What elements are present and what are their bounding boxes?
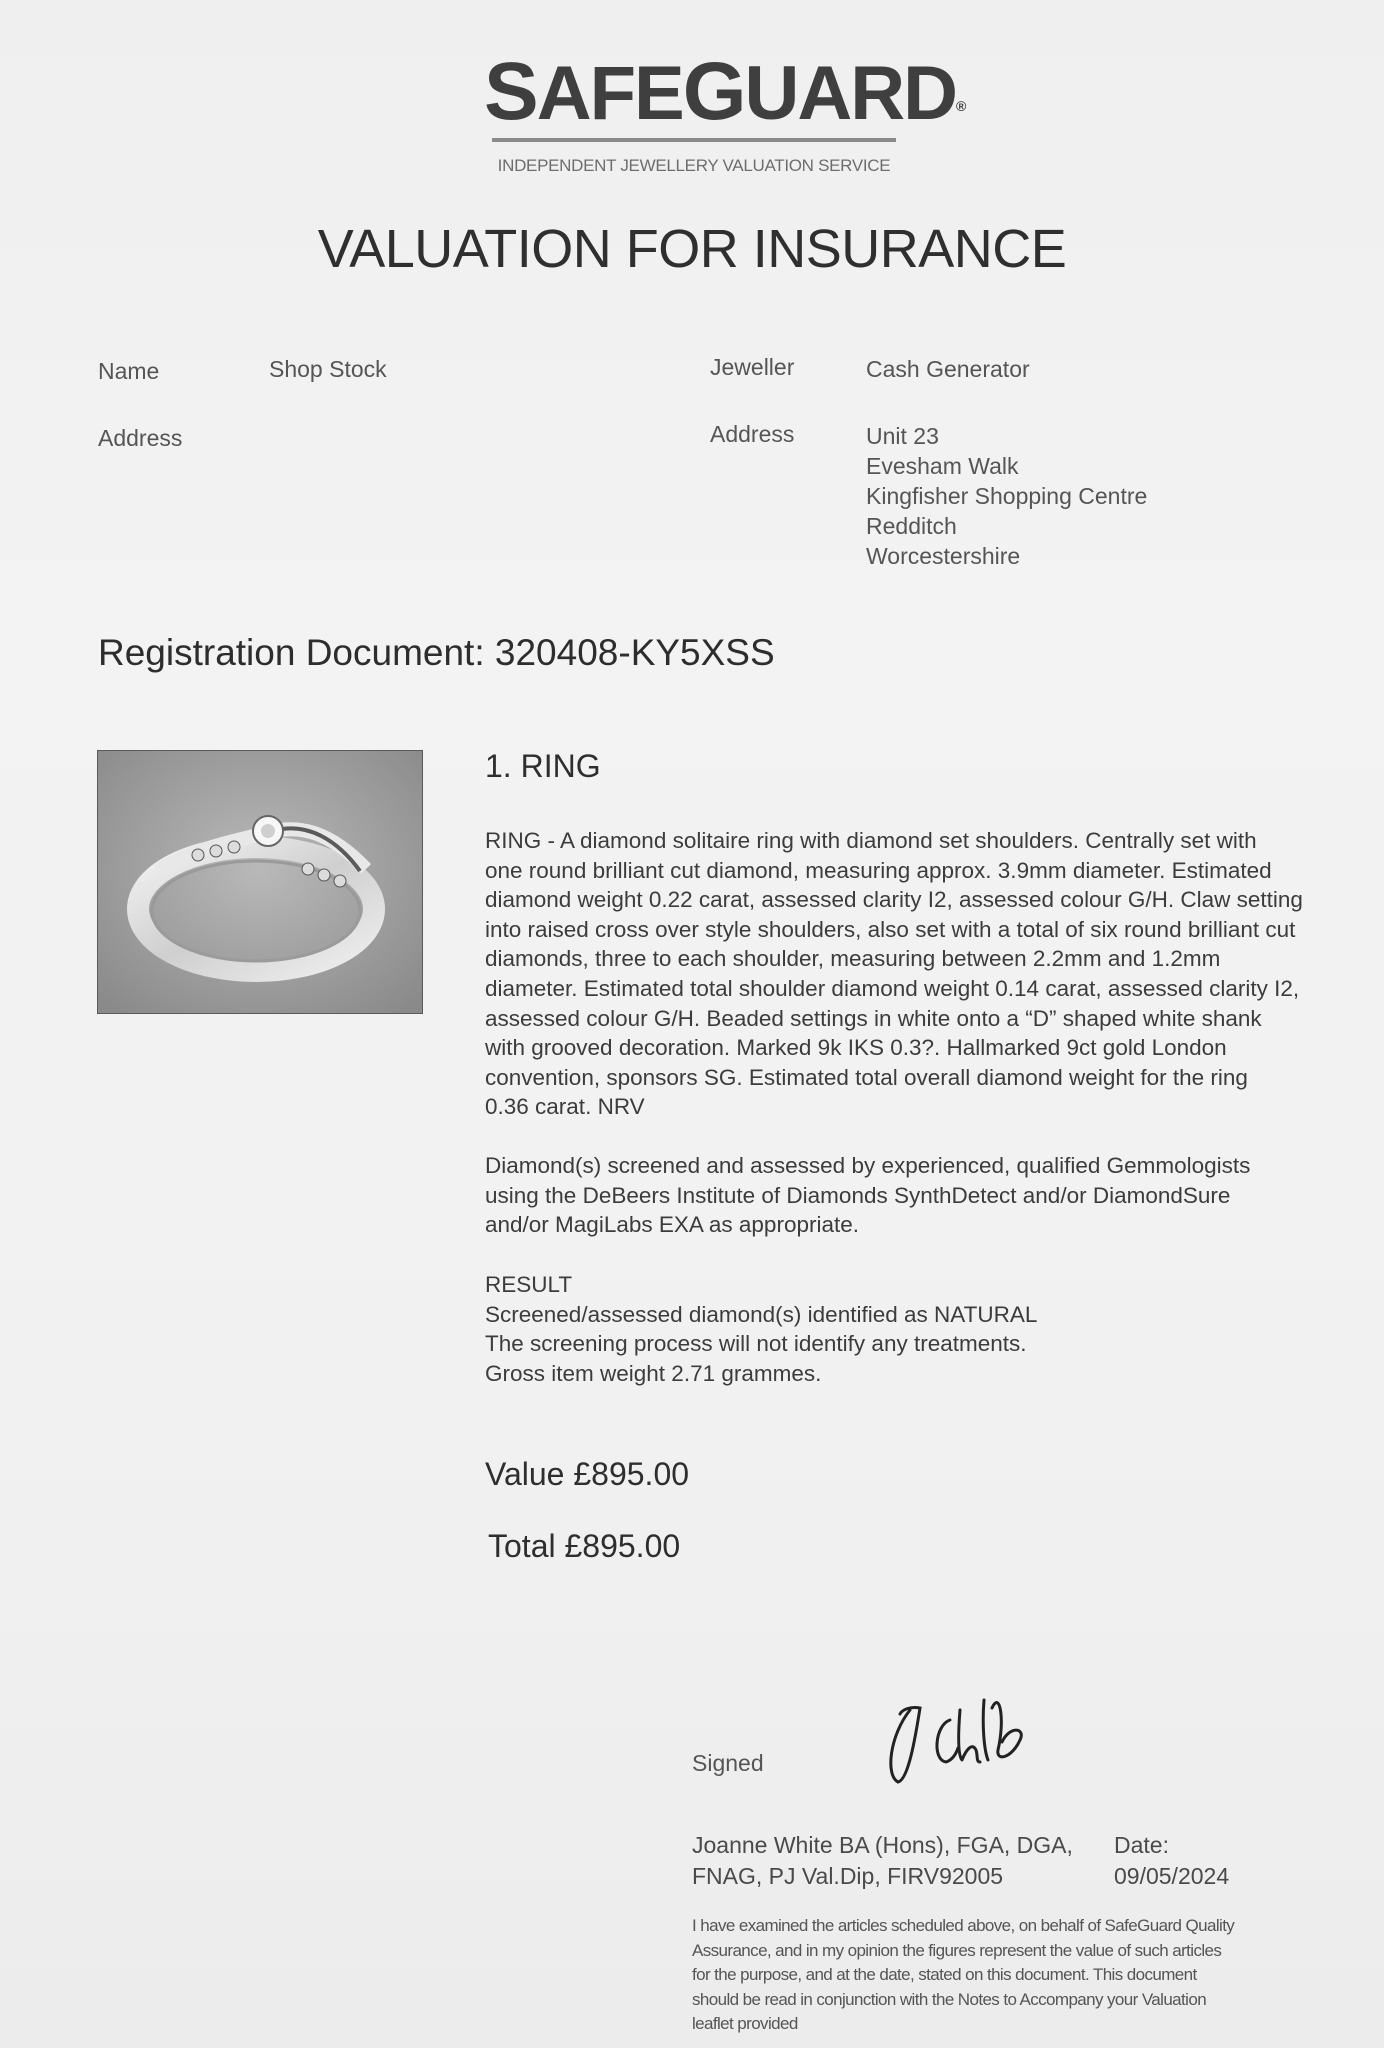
screening-line: and/or MagiLabs EXA as appropriate.: [485, 1212, 859, 1238]
jeweller-address-label: Address: [710, 421, 795, 447]
description-line: assessed colour G/H. Beaded settings in white onto a “D” shaped white shank: [485, 1005, 1262, 1031]
description-line: diamond weight 0.22 carat, assessed clarity I2, assessed colour G/H. Claw setting: [485, 887, 1303, 913]
disclaimer-line: for the purpose, and at the date, stated on this document. This document: [692, 1965, 1197, 1984]
customer-address-label: Address: [98, 425, 183, 451]
description-line: with grooved decoration. Marked 9k IKS 0.3?. Hallmarked 9ct gold London: [485, 1035, 1227, 1061]
item-value: Value £895.00: [485, 1456, 690, 1492]
address-line: Redditch: [866, 513, 957, 539]
disclaimer-line: leaflet provided: [692, 2014, 798, 2033]
signer-line: Joanne White BA (Hons), FGA, DGA,: [692, 1832, 1073, 1858]
result-line: Screened/assessed diamond(s) identified as NATURAL: [485, 1301, 1038, 1327]
logo-wordmark: SAFEGUARD®: [484, 46, 965, 137]
disclaimer-line: should be read in conjunction with the Notes to Accompany your Valuation: [692, 1989, 1207, 2009]
document-title: VALUATION FOR INSURANCE: [317, 219, 1067, 279]
address-line: Kingfisher Shopping Centre: [866, 483, 1148, 509]
description-line: RING - A diamond solitaire ring with diamond set shoulders. Centrally set with: [485, 828, 1257, 853]
screening-note: [485, 1151, 1250, 1240]
screening-result: [485, 1270, 1037, 1388]
address-line: Worcestershire: [866, 543, 1021, 569]
result-line: Gross item weight 2.71 grammes.: [485, 1360, 822, 1386]
jeweller-value: Cash Generator: [866, 356, 1030, 382]
disclaimer-line: I have examined the articles scheduled above, on behalf of SafeGuard Quality: [692, 1916, 1235, 1935]
description-line: diamonds, three to each shoulder, measuring between 2.2mm and 1.2mm: [485, 946, 1221, 972]
signer-line: FNAG, PJ Val.Dip, FIRV92005: [692, 1863, 1004, 1889]
registration-document: Registration Document: 320408-KY5XSS: [98, 632, 775, 673]
result-line: The screening process will not identify any treatments.: [485, 1331, 1027, 1357]
jeweller-label: Jeweller: [710, 354, 795, 380]
result-line: RESULT: [485, 1272, 573, 1297]
screening-line: Diamond(s) screened and assessed by experienced, qualified Gemmologists: [485, 1153, 1251, 1178]
logo-tagline: INDEPENDENT JEWELLERY VALUATION SERVICE: [497, 156, 891, 175]
name-label: Name: [98, 358, 160, 384]
item-description: [485, 826, 1303, 1122]
safeguard-logo: [484, 46, 965, 176]
description-line: into raised cross over style shoulders, also set with a total of six round brilliant cut: [485, 916, 1296, 942]
address-line: Evesham Walk: [866, 453, 1019, 479]
signed-label: Signed: [692, 1750, 764, 1776]
total-value: Total £895.00: [488, 1528, 681, 1564]
address-line: Unit 23: [866, 423, 939, 449]
disclaimer-line: Assurance, and in my opinion the figures represent the value of such articles: [692, 1940, 1222, 1960]
handwritten-signature: [880, 1680, 1050, 1790]
item-title: 1. RING: [485, 748, 601, 784]
screening-line: using the DeBeers Institute of Diamonds SynthDetect and/or DiamondSure: [485, 1182, 1231, 1208]
ring-icon: [98, 751, 422, 1013]
description-line: 0.36 carat. NRV: [485, 1094, 645, 1120]
signer-details: [692, 1830, 1073, 1892]
description-line: diameter. Estimated total shoulder diamond weight 0.14 carat, assessed clarity I2,: [485, 975, 1300, 1001]
description-line: one round brilliant cut diamond, measuring approx. 3.9mm diameter. Estimated: [485, 857, 1272, 883]
name-value: Shop Stock: [269, 356, 387, 382]
jeweller-address: [866, 421, 1147, 571]
date-value: 09/05/2024: [1114, 1863, 1230, 1889]
description-line: convention, sponsors SG. Estimated total overall diamond weight for the ring: [485, 1064, 1248, 1090]
ring-photo: [97, 750, 423, 1014]
disclaimer: [692, 1914, 1234, 2037]
date-block: [1114, 1830, 1229, 1892]
logo-underline: [492, 138, 896, 142]
date-label: Date:: [1114, 1832, 1169, 1858]
